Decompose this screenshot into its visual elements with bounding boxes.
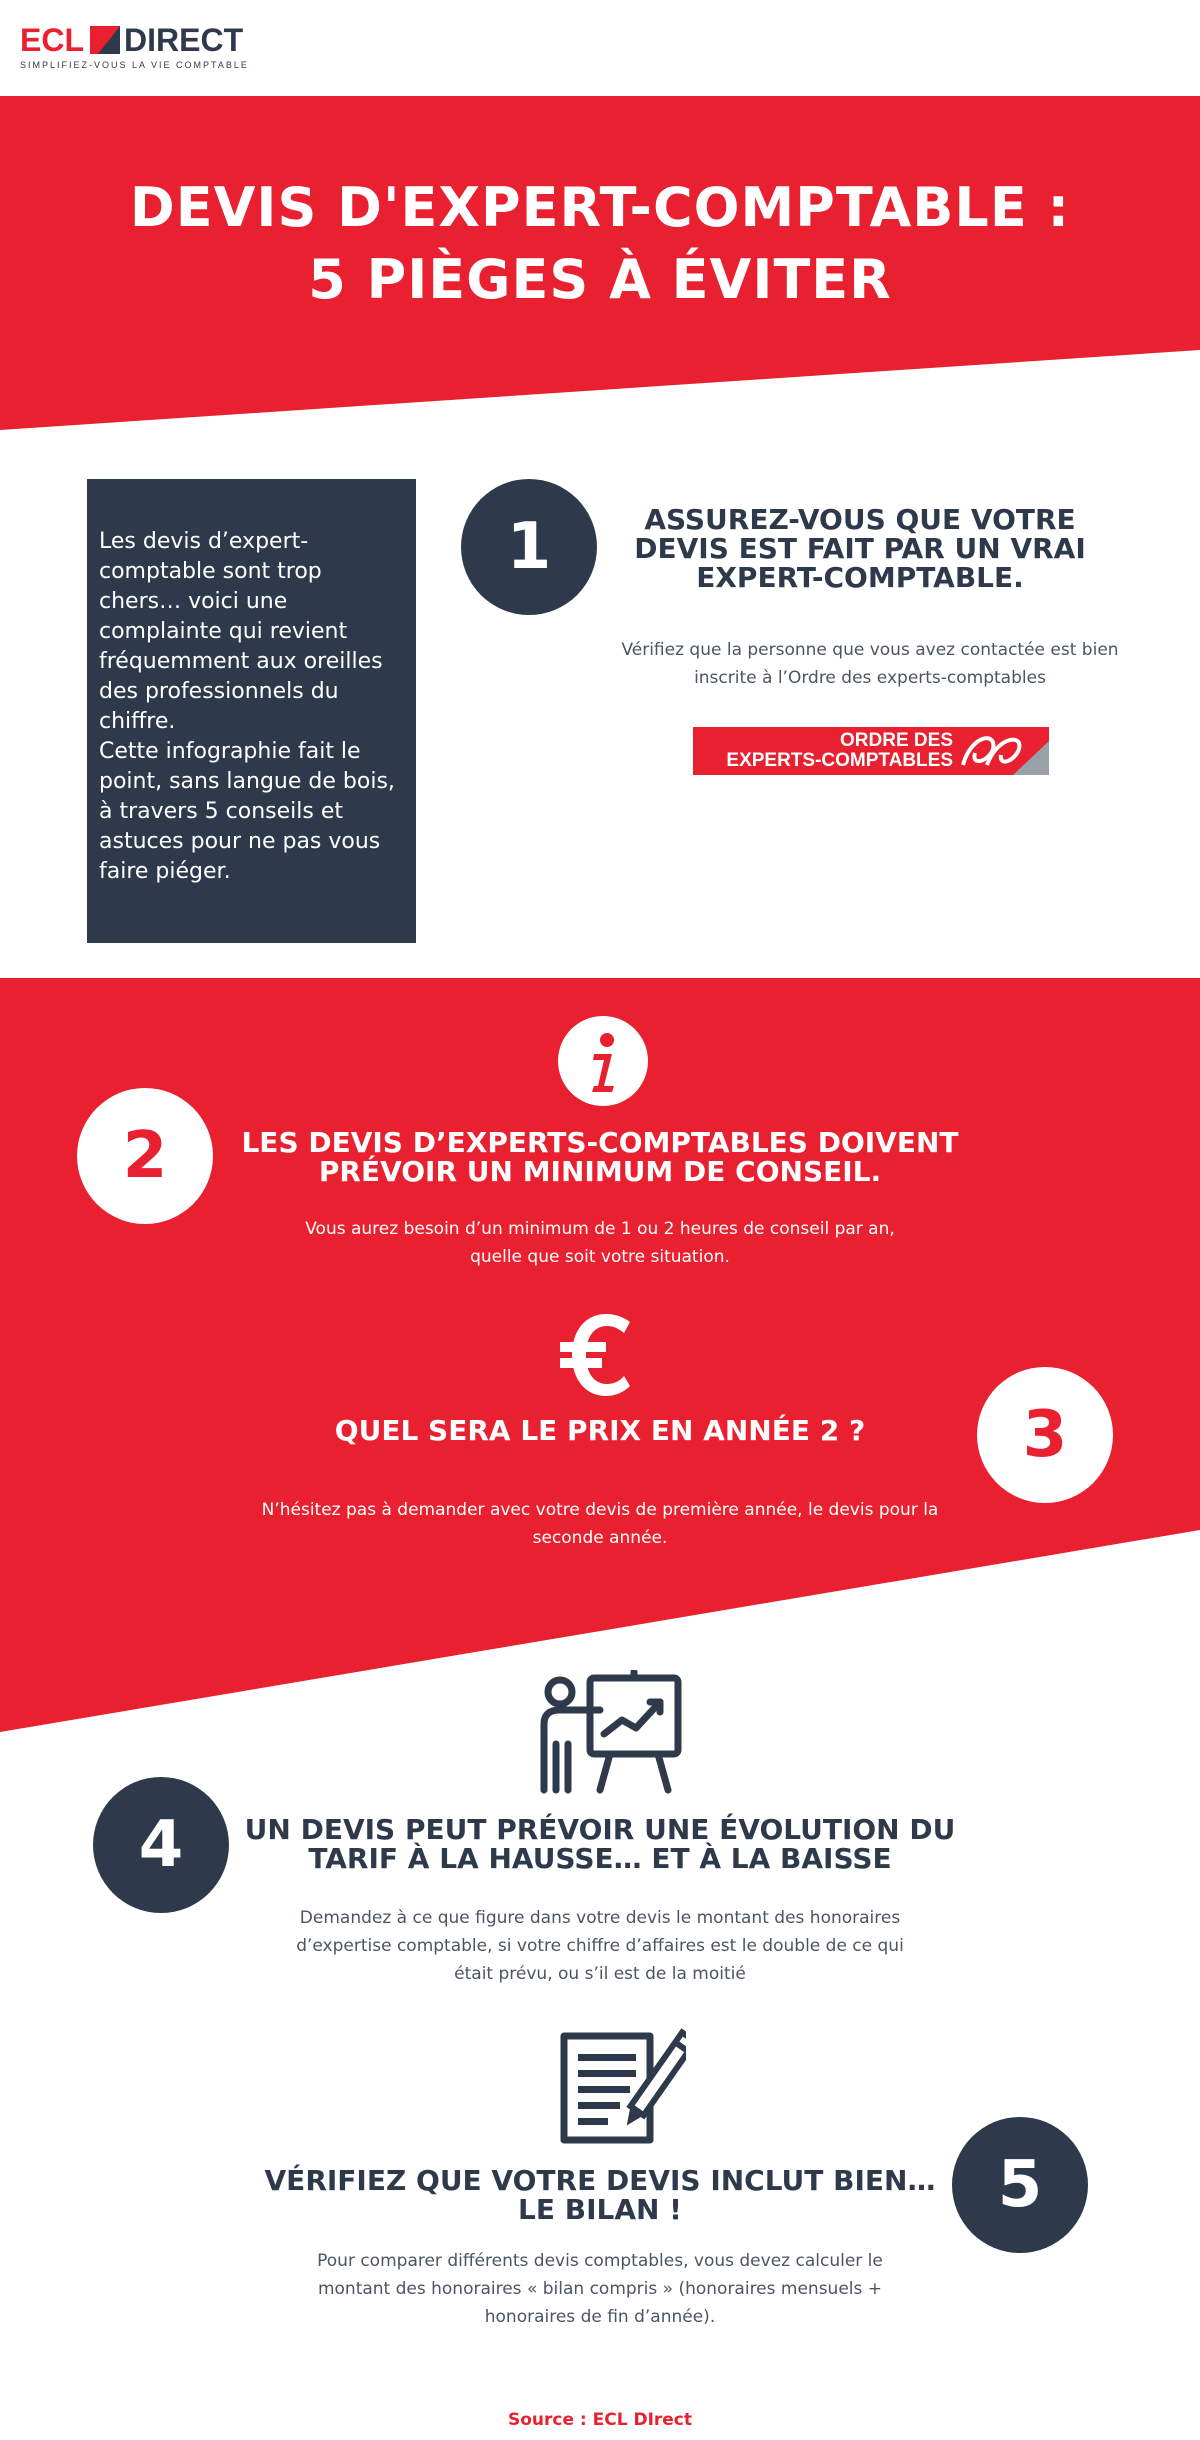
step-4-number: 4 [93, 1777, 229, 1913]
step-4-text: Demandez à ce que figure dans votre devis le montant des honoraires d’expertise comptable, si votre chiffre d’affaires est le double de ce qui était prévu, ou s’il est de la moitié [296, 1908, 904, 1984]
intro-text-2: Cette infographie fait le point, sans langue de bois, à travers 5 conseils et astuces pour ne pas vous faire piéger. [99, 739, 395, 884]
step-1-title: ASSUREZ-VOUS QUE VOTRE DEVIS EST FAIT PAR UN VRAI EXPERT-COMPTABLE. [634, 503, 1086, 594]
step-3-text: N’hésitez pas à demander avec votre devis de première année, le devis pour la seconde année. [261, 1500, 939, 1548]
step-3-title: QUEL SERA LE PRIX EN ANNÉE 2 ? [334, 1414, 866, 1447]
intro-box [87, 479, 416, 943]
intro-text: Les devis d’expert-comptable sont trop chers… voici une complainte qui revient fréquemment aux oreilles des professionnels du chiffre. [99, 529, 383, 734]
ordre-logo-line-1: ORDRE DES [840, 730, 953, 751]
title-line-1: DEVIS D'EXPERT-COMPTABLE : [129, 176, 1071, 239]
euro-icon [558, 1312, 634, 1398]
title-line-2: 5 PIÈGES À ÉVITER [308, 248, 892, 311]
source-credit: Source : ECL DIrect [507, 2410, 693, 2430]
logo-ecl-text: ECL [20, 21, 84, 58]
presentation-board-icon [538, 1670, 686, 1798]
ordre-logo-text [701, 731, 953, 771]
step-5-title: VÉRIFIEZ QUE VOTRE DEVIS INCLUT BIEN… LE BILAN ! [264, 2164, 936, 2226]
page-title [0, 172, 1200, 316]
logo-direct-text: DIRECT [124, 21, 244, 58]
step-5-number: 5 [952, 2117, 1088, 2253]
logo-mark-icon [90, 26, 120, 54]
step-1-text: Vérifiez que la personne que vous avez contactée est bien inscrite à l’Ordre des experts-comptables [621, 640, 1119, 688]
ordre-swirl-icon [953, 727, 1049, 775]
step-3-number: 3 [977, 1367, 1113, 1503]
header [0, 0, 1200, 95]
info-icon [558, 1016, 648, 1106]
step-5-text: Pour comparer différents devis comptables, vous devez calculer le montant des honoraires « bilan compris » (honoraires mensuels + honoraires de fin d’année). [317, 2251, 883, 2327]
ordre-logo-line-2: EXPERTS-COMPTABLES [726, 750, 953, 771]
ordre-experts-comptables-logo [693, 727, 1049, 775]
logo-tagline: SIMPLIFIEZ-VOUS LA VIE COMPTABLE [20, 60, 249, 70]
step-2-text: Vous aurez besoin d’un minimum de 1 ou 2 heures de conseil par an, quelle que soit votre situation. [305, 1219, 895, 1267]
step-2-number: 2 [77, 1088, 213, 1224]
document-pen-icon [556, 2026, 686, 2144]
ecl-direct-logo[interactable] [20, 22, 249, 70]
step-1-number: 1 [461, 479, 597, 615]
step-4-title: UN DEVIS PEUT PRÉVOIR UNE ÉVOLUTION DU TARIF À LA HAUSSE… ET À LA BAISSE [244, 1813, 956, 1875]
step-2-title: LES DEVIS D’EXPERTS-COMPTABLES DOIVENT PRÉVOIR UN MINIMUM DE CONSEIL. [241, 1126, 959, 1188]
